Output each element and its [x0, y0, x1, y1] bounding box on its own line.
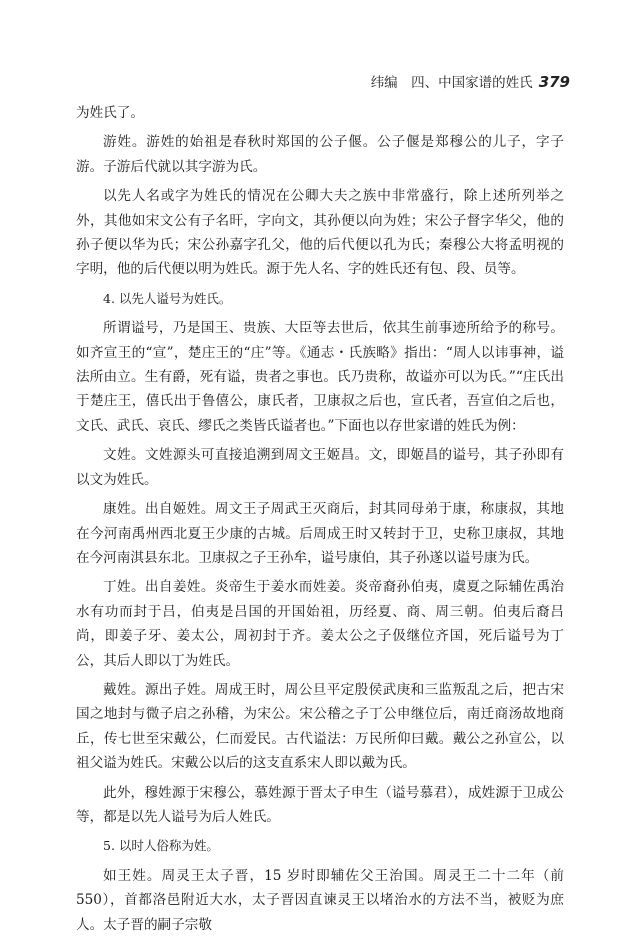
paragraph: 所谓谥号，乃是国王、贵族、大臣等去世后，依其生前事迹所给予的称号。如齐宣王的“宣”，楚庄王的“庄”等。《通志・氏族略》指出：“周人以讳事神，谥法所由立。生有爵，死有谥，贵者之事也。氏乃贵称，故谥亦可以为氏。”“庄氏出于楚庄王，僖氏出于鲁僖公，康氏者，卫康叔之后也，宣氏者，吾宣伯之后也，文氏、武氏、哀氏、缪氏之类皆氏谥者也。”下面也以存世家谱的姓氏为例： [76, 320, 564, 434]
paragraph: 丁姓。出自姜姓。炎帝生于姜水而姓姜。炎帝裔孙伯夷，虞夏之际辅佐禹治水有功而封于吕，伯夷是吕国的开国始祖，历经夏、商、周三朝。伯夷后裔吕尚，即姜子牙、姜太公，周初封于齐。姜太公之子伋继位齐国，死后谥号为丁公，其后人即以丁为姓氏。 [76, 579, 564, 669]
running-header [60, 71, 570, 91]
paragraph: 游姓。游姓的始祖是春秋时郑国的公子偃。公子偃是郑穆公的儿子，字子游。子游后代就以其字游为氏。 [76, 134, 564, 175]
running-title: 纬编 四、中国家谱的姓氏 [370, 75, 533, 91]
paragraph: 康姓。出自姬姓。周文王子周武王灭商后，封其同母弟于康，称康叔，其地在今河南禹州西北夏王少康的古城。后周成王时又转封于卫，史称卫康叔，其地在今河南淇县东北。卫康叔之子王孙牟，谥号康伯，其子孙遂以谥号康为氏。 [76, 501, 564, 566]
section-heading: 4. 以先人谥号为姓氏。 [103, 290, 232, 306]
page-body [76, 101, 564, 942]
page-number: 379 [538, 73, 570, 91]
paragraph: 文姓。文姓源头可直接追溯到周文王姬昌。文，即姬昌的谥号，其子孙即有以文为姓氏。 [76, 447, 564, 488]
paragraph: 此外，穆姓源于宋穆公，慕姓源于晋太子申生（谥号慕君），成姓源于卫成公等，都是以先人谥号为后人姓氏。 [76, 784, 564, 825]
paragraph: 如王姓。周灵王太子晋，15 岁时即辅佐父王治国。周灵王二十二年（前 550），首都洛邑附近大水，太子晋因直谏灵王以堵治水的方法不当，被贬为庶人。太子晋的嗣子宗敬 [76, 867, 564, 933]
paragraph: 戴姓。源出子姓。周成王时，周公旦平定殷侯武庚和三监叛乱之后，把古宋国之地封与微子启之孙稽，为宋公。宋公稽之子丁公申继位后，南迁商汤故地商丘，传七世至宋戴公，仁而爱民。古代谥法：万民所仰曰戴。戴公之孙宣公，以祖父谥为姓氏。宋戴公以后的这支直系宋人即以戴为氏。 [76, 681, 564, 772]
section-heading: 5. 以时人俗称为姓。 [103, 838, 219, 854]
paragraph: 为姓氏了。 [76, 105, 144, 121]
paragraph: 以先人名或字为姓氏的情况在公卿大夫之族中非常盛行，除上述所列举之外，其他如宋文公有子名旰，字向文，其孙便以向为姓；宋公子督字华父，他的孙子便以华为氏；宋公孙嘉字孔父，他的后代便以孔为氏；秦穆公大将孟明视的字明，他的后代便以明为姓氏。源于先人名、字的姓氏还有包、段、员等。 [76, 188, 564, 278]
